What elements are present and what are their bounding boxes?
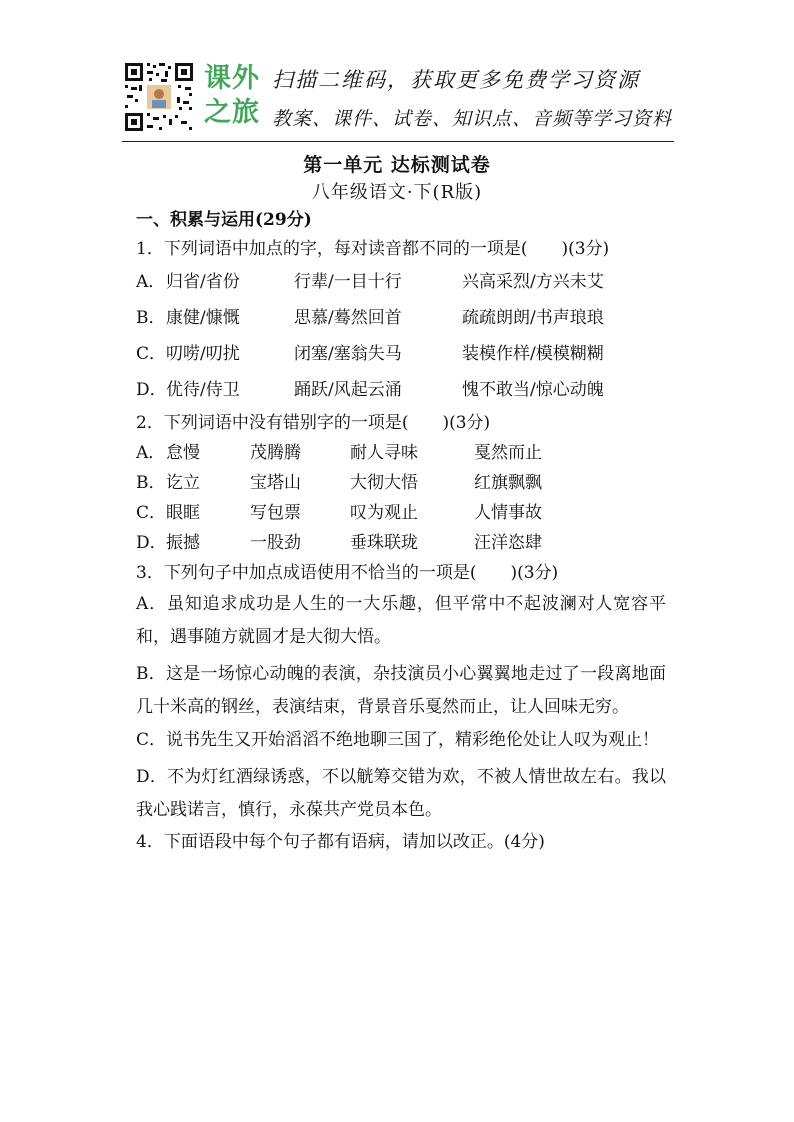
page-subtitle: 八年级语文·下(R版) [311, 182, 483, 203]
option-label: B． [136, 308, 166, 328]
option-item: 疏疏朗朗/书声琅琅 [462, 308, 604, 328]
option-label: D． [136, 380, 167, 400]
option-label: A． [136, 443, 166, 463]
question-2-option-d[interactable] [136, 528, 666, 558]
option-item: 汪洋恣肆 [474, 533, 542, 553]
option-item: 康健/慷慨 [166, 308, 240, 328]
option-label: D． [136, 533, 167, 553]
option-item: 讫立 [166, 473, 200, 493]
option-item: 茂腾腾 [250, 443, 301, 463]
brand-line-1: 课外 [204, 63, 260, 94]
question-4-stem: 4．下面语段中每个句子都有语病，请加以改正。(4分) [136, 832, 545, 852]
question-2-option-a[interactable] [136, 438, 666, 468]
option-item: 怠慢 [166, 443, 200, 463]
option-item: 振撼 [166, 533, 200, 553]
option-label: C． [136, 344, 167, 364]
option-item: 戛然而止 [474, 443, 542, 463]
option-item: 思慕/蓦然回首 [294, 308, 402, 328]
question-1-option-b[interactable] [136, 300, 666, 336]
brand-line-2: 之旅 [204, 97, 260, 128]
qr-code-icon[interactable] [122, 60, 196, 134]
question-3-option-d[interactable]: D．不为灯红酒绿诱惑，不以觥筹交错为欢，不被人情世故左右。我以我心践诺言，慎行，永葆共产党员本色。 [136, 767, 666, 820]
option-item: 装模作样/模模糊糊 [462, 344, 604, 364]
question-3-option-b[interactable]: B．这是一场惊心动魄的表演，杂技演员小心翼翼地走过了一段离地面几十米高的钢丝，表演结束，背景音乐戛然而止，让人回味无穷。 [136, 664, 666, 717]
option-item: 优待/侍卫 [166, 380, 240, 400]
option-item: 闭塞/塞翁失马 [294, 344, 402, 364]
header-banner [122, 60, 674, 140]
option-label: A． [136, 272, 166, 292]
question-2-option-c[interactable] [136, 498, 666, 528]
page-title: 第一单元 达标测试卷 [303, 154, 491, 176]
option-item: 踊跃/风起云涌 [294, 380, 402, 400]
section-heading: 一、积累与运用(29分) [136, 210, 312, 230]
option-item: 归省/省份 [166, 272, 240, 292]
option-item: 红旗飘飘 [474, 473, 542, 493]
option-item: 叹为观止 [350, 503, 418, 523]
banner-tagline: 扫描二维码，获取更多免费学习资源 [272, 68, 640, 92]
question-3-option-c[interactable]: C．说书先生又开始滔滔不绝地聊三国了，精彩绝伦处让人叹为观止！ [136, 730, 660, 750]
exam-content [136, 206, 666, 857]
option-label: C． [136, 503, 167, 523]
option-item: 行辈/一目十行 [294, 272, 402, 292]
option-item: 耐人寻味 [350, 443, 418, 463]
option-label: B． [136, 473, 166, 493]
option-item: 大彻大悟 [350, 473, 418, 493]
question-1-option-a[interactable] [136, 264, 666, 300]
question-1-option-c[interactable] [136, 336, 666, 372]
banner-resources: 教案、课件、试卷、知识点、音频等学习资料 [272, 108, 673, 130]
question-2-option-b[interactable] [136, 468, 666, 498]
qr-code-graphic [123, 61, 195, 133]
question-2-stem: 2．下列词语中没有错别字的一项是( )(3分) [136, 413, 491, 433]
option-item: 兴高采烈/方兴未艾 [462, 272, 604, 292]
option-item: 宝塔山 [250, 473, 301, 493]
question-3-stem: 3．下列句子中加点成语使用不恰当的一项是( )(3分) [136, 563, 559, 583]
question-3-option-a[interactable]: A．虽知追求成功是人生的一大乐趣，但平常中不起波澜对人宽容平和，遇事随方就圆才是大彻大悟。 [136, 594, 666, 647]
header-divider [122, 141, 674, 142]
brand-logo [204, 62, 264, 134]
option-item: 垂珠联珑 [350, 533, 418, 553]
option-item: 人情事故 [474, 503, 542, 523]
option-item: 叨唠/叨扰 [166, 344, 240, 364]
question-1-option-d[interactable] [136, 372, 666, 408]
option-item: 眼眶 [166, 503, 200, 523]
option-item: 一股劲 [250, 533, 301, 553]
option-item: 写包票 [250, 503, 301, 523]
question-1-stem: 1．下列词语中加点的字，每对读音都不同的一项是( )(3分) [136, 239, 610, 259]
option-item: 愧不敢当/惊心动魄 [462, 380, 604, 400]
